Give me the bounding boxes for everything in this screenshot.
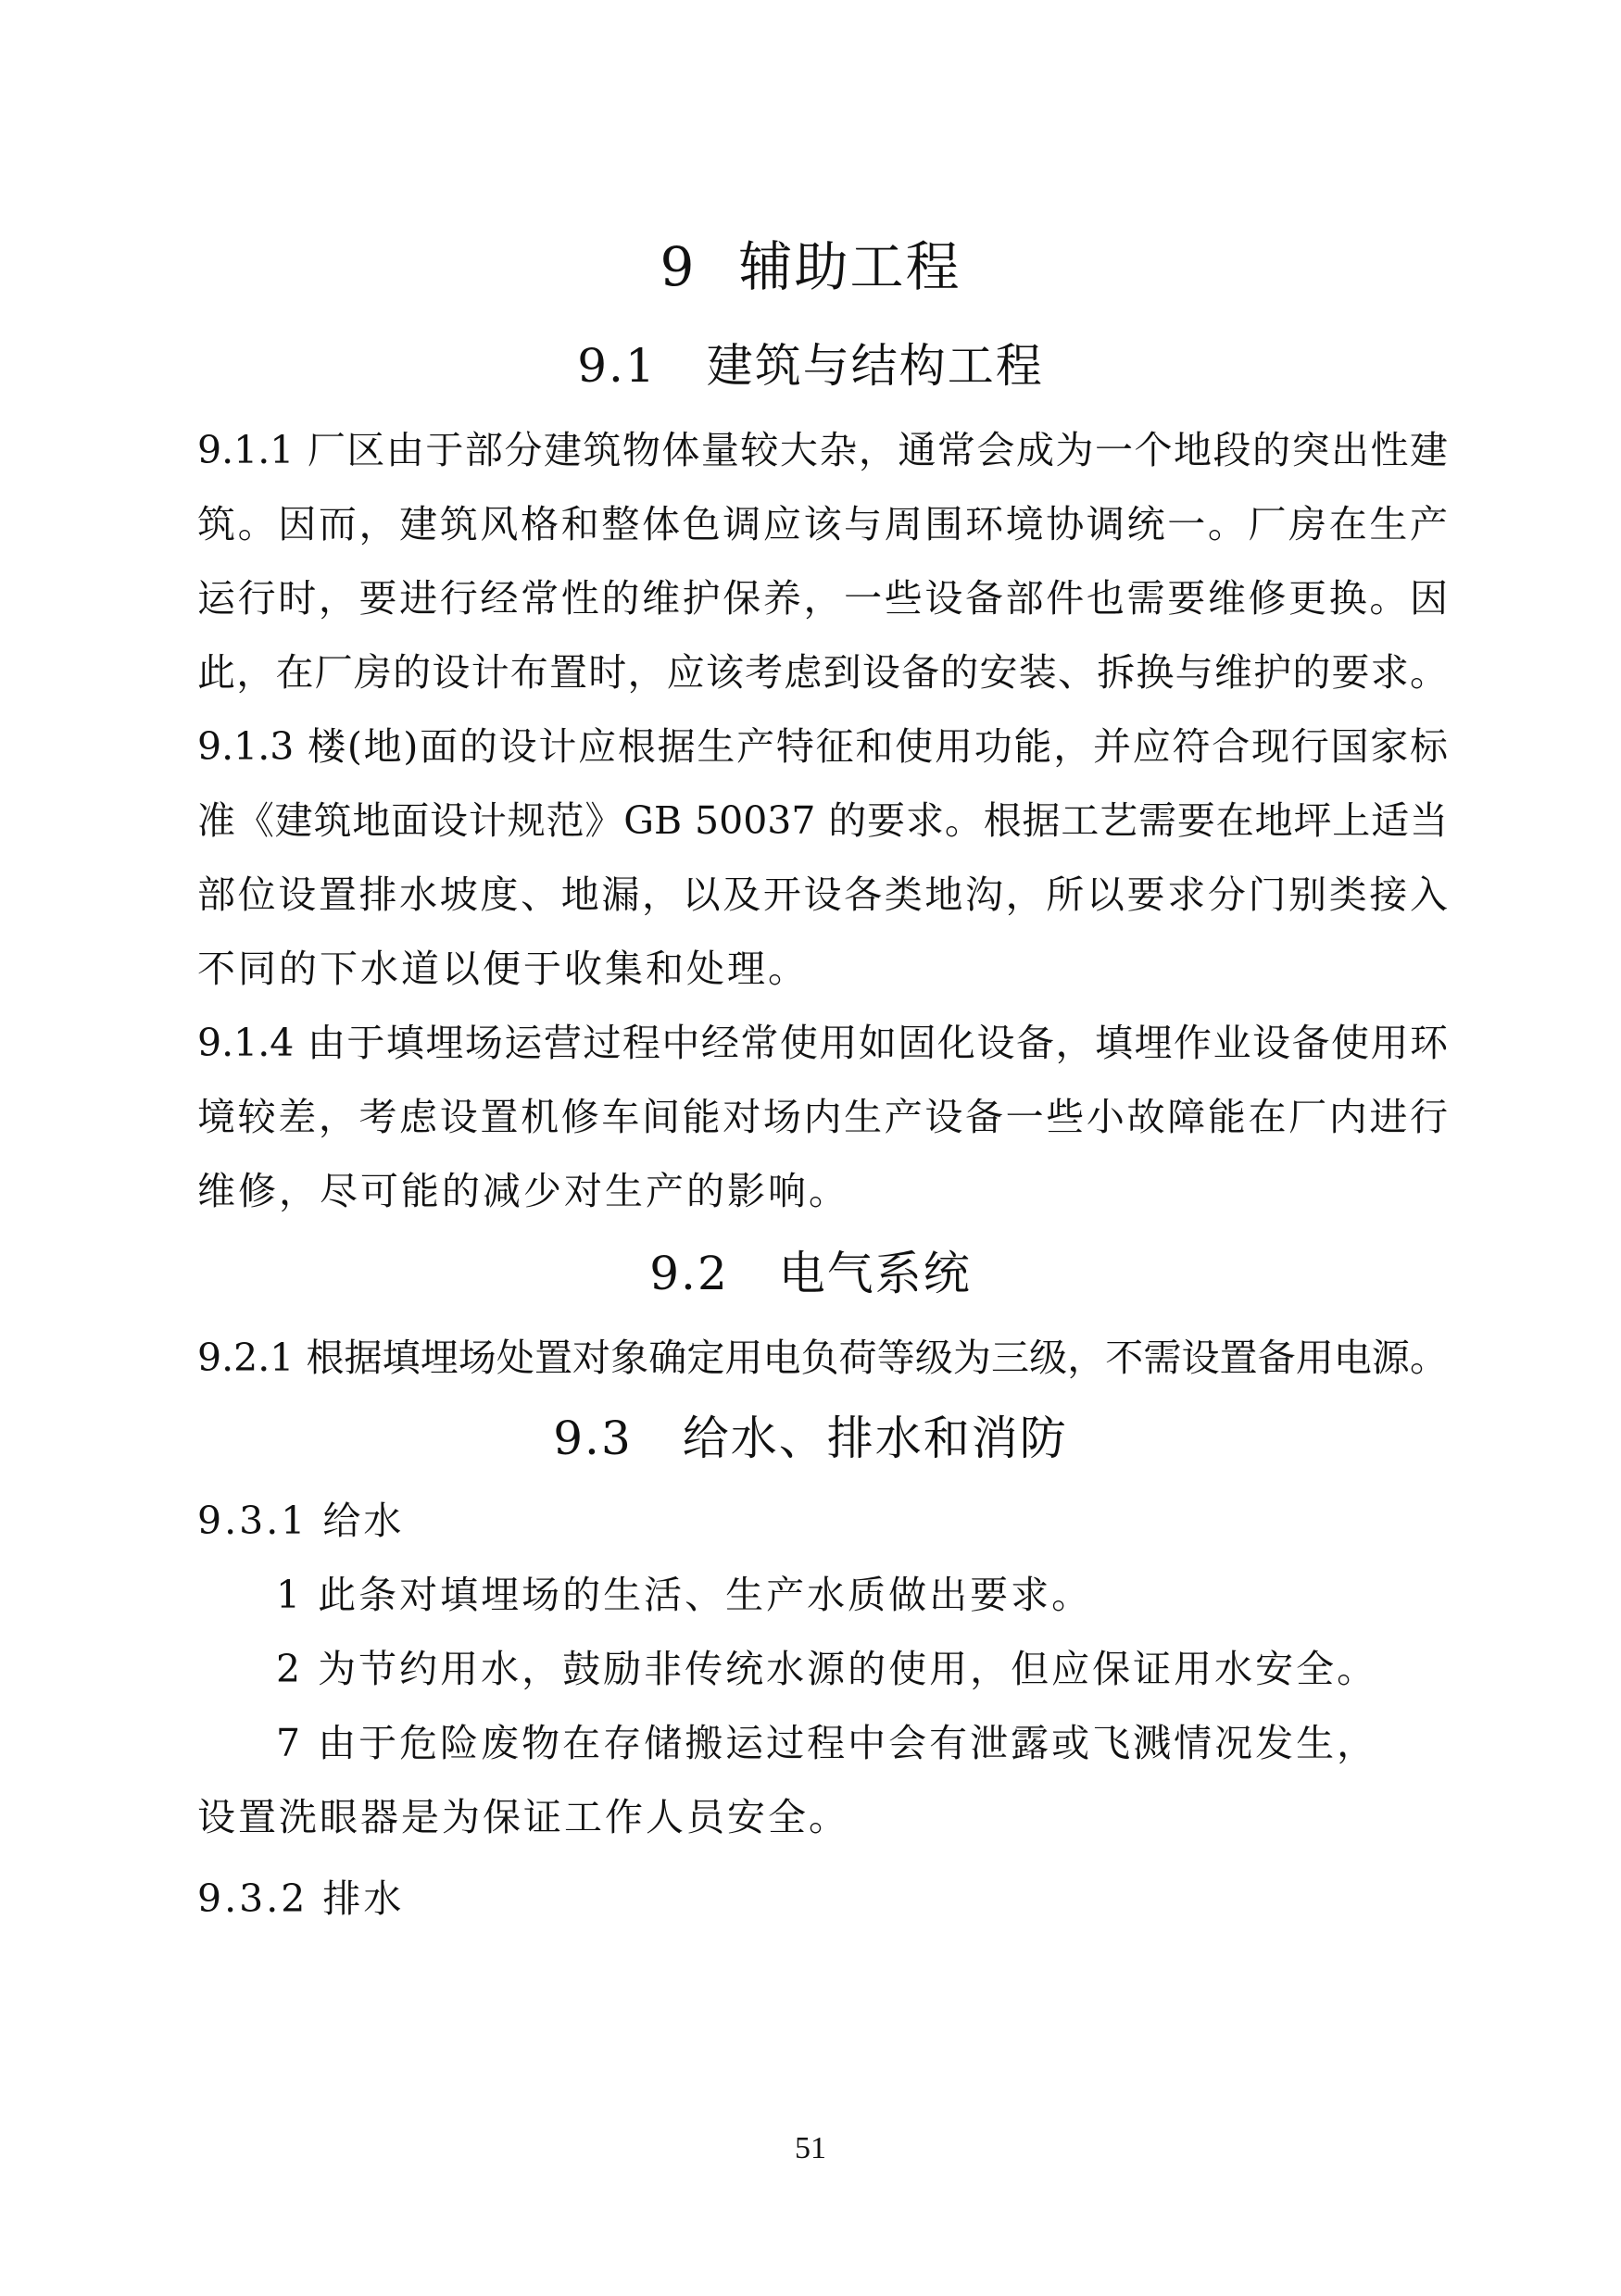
paragraph-line: 9.1.3 楼(地)面的设计应根据生产特征和使用功能，并应符合现行国家标	[197, 724, 1448, 769]
paragraph-line: 不同的下水道以便于收集和处理。	[197, 947, 809, 991]
list-item: 2 为节约用水，鼓励非传统水源的使用，但应保证用水安全。	[276, 1647, 1378, 1691]
paragraph-line: 此，在厂房的设计布置时，应该考虑到设备的安装、拆换与维护的要求。	[197, 650, 1448, 695]
section-title: 电气系统	[778, 1247, 972, 1300]
section-number: 9.1	[577, 339, 657, 393]
section-title: 给水、排水和消防	[682, 1411, 1068, 1465]
chapter-number: 9	[660, 235, 697, 298]
list-item: 7 由于危险废物在存储搬运过程中会有泄露或飞溅情况发生，	[276, 1721, 1378, 1765]
subsection-heading: 9.3.1 给水	[197, 1499, 405, 1543]
section-heading-9-3	[0, 1406, 1621, 1471]
section-heading-9-2	[0, 1241, 1621, 1306]
page-number: 51	[795, 2131, 826, 2165]
section-number: 9.2	[649, 1247, 729, 1300]
paragraph-line: 维修，尽可能的减少对生产的影响。	[197, 1169, 849, 1213]
paragraph-line: 准《建筑地面设计规范》GB 50037 的要求。根据工艺需要在地坪上适当	[197, 798, 1448, 843]
paragraph-line: 境较差，考虑设置机修车间能对场内生产设备一些小故障能在厂内进行	[197, 1095, 1448, 1139]
list-item: 1 此条对填埋场的生活、生产水质做出要求。	[276, 1573, 1093, 1617]
paragraph-line: 9.1.4 由于填埋场运营过程中经常使用如固化设备，填埋作业设备使用环	[197, 1021, 1448, 1065]
chapter-heading: 辅助工程	[738, 235, 961, 298]
paragraph-line: 9.1.1 厂区由于部分建筑物体量较大杂，通常会成为一个地段的突出性建	[197, 428, 1448, 472]
paragraph-line: 部位设置排水坡度、地漏，以及开设各类地沟，所以要求分门别类接入	[197, 872, 1448, 917]
paragraph-line: 设置洗眼器是为保证工作人员安全。	[197, 1795, 849, 1839]
paragraph-line: 运行时，要进行经常性的维护保养，一些设备部件也需要维修更换。因	[197, 576, 1448, 621]
section-number: 9.3	[553, 1411, 633, 1465]
section-title: 建筑与结构工程	[706, 339, 1044, 393]
paragraph-line: 筑。因而，建筑风格和整体色调应该与周围环境协调统一。厂房在生产	[197, 502, 1448, 546]
paragraph-line: 9.2.1 根据填埋场处置对象确定用电负荷等级为三级，不需设置备用电源。	[197, 1336, 1448, 1380]
chapter-title	[0, 230, 1621, 304]
subsection-heading: 9.3.2 排水	[197, 1876, 405, 1921]
section-heading-9-1	[0, 333, 1621, 398]
